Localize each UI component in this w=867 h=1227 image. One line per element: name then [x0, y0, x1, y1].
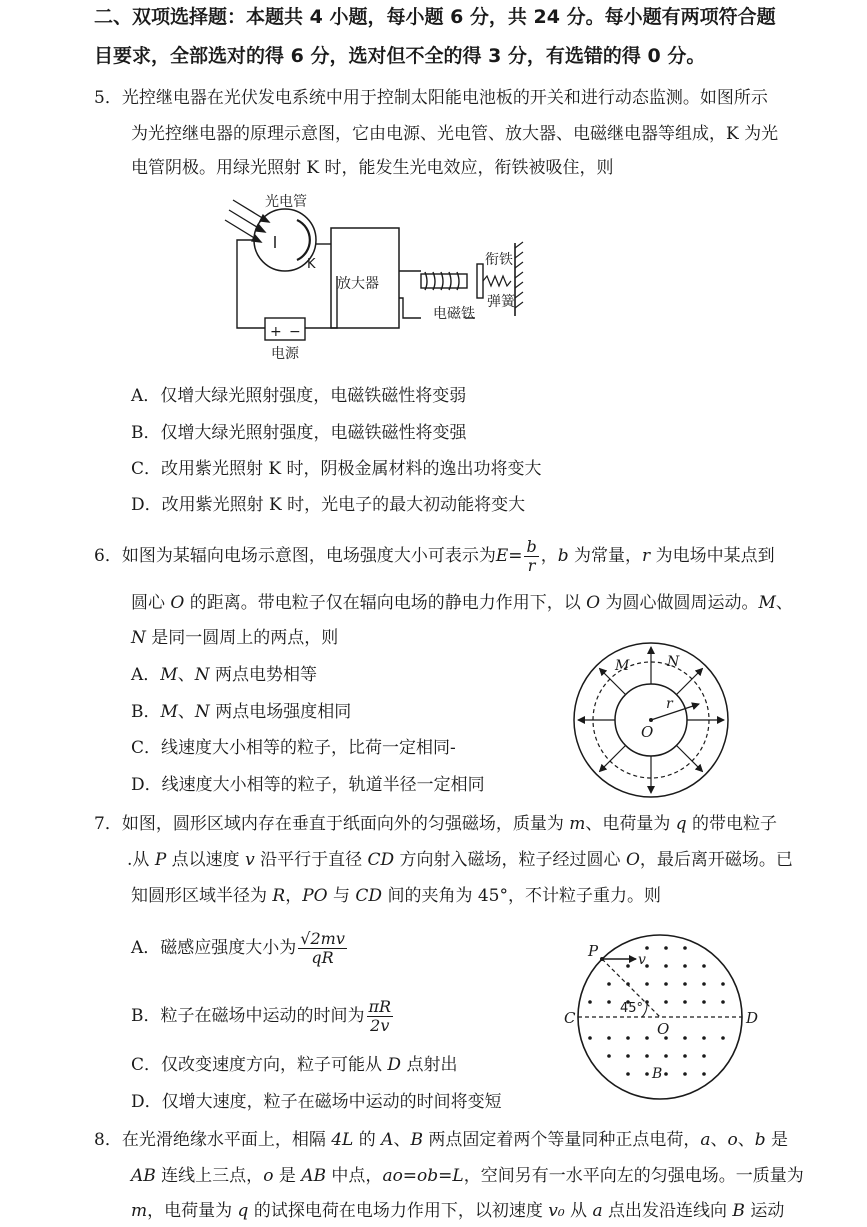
label-angle: 45° — [620, 1001, 644, 1016]
q5-relay-circuit-diagram — [225, 188, 555, 368]
q8-var-b: B — [732, 1201, 745, 1221]
q7-a-den: qR — [311, 948, 334, 967]
q7-a-num: √2mv — [300, 929, 345, 948]
q7-c-var-d: D — [387, 1055, 402, 1075]
q8-text: 、 — [393, 1130, 411, 1150]
q7-text: 方向射入磁场，粒子经过圆心 — [394, 850, 626, 870]
q6-a-var-n: N — [194, 665, 210, 685]
q8-text: 点出发沿连线向 — [602, 1201, 733, 1221]
q8-text: ，空间另有一水平向左的匀强电场。一质量为 — [463, 1166, 804, 1186]
q7-var-cd: CD — [367, 850, 395, 870]
q6-text: 6．如图为某辐向电场示意图，电场强度大小可表示为 — [94, 546, 496, 566]
field-dot — [683, 982, 687, 986]
q8-text: 两点固定着两个等量同种正点电荷， — [422, 1130, 701, 1150]
q6-text: 、 — [775, 593, 793, 613]
q6-option-c[interactable]: C．线速度大小相等的粒子，比荷一定相同- — [131, 738, 456, 758]
label-o: O — [657, 1020, 670, 1038]
q8-var-4l: 4L — [331, 1130, 354, 1150]
q8-text: 从 — [564, 1201, 593, 1221]
q6-b-text: B． — [131, 702, 161, 722]
q8-text: 连线上三点， — [155, 1166, 264, 1186]
field-dot — [702, 1000, 706, 1004]
field-dot — [721, 982, 725, 986]
q7-b-den: 2v — [370, 1016, 390, 1035]
label-p: P — [588, 942, 599, 960]
field-dot — [664, 964, 668, 968]
q6-option-a[interactable] — [131, 663, 317, 687]
field-dot — [607, 982, 611, 986]
q5-stem-line3: 电管阴极。用绿光照射 K 时，能发生光电效应，衔铁被吸住，则 — [131, 158, 614, 178]
q8-text: 、 — [710, 1130, 728, 1150]
q8-var-a-lower: a — [700, 1130, 711, 1150]
q5-option-d[interactable]: D．改用紫光照射 K 时，光电子的最大初动能将变大 — [131, 495, 526, 515]
label-electromagnet: 电磁铁 — [433, 306, 475, 322]
field-dot — [702, 982, 706, 986]
q6-a-text: 、 — [177, 665, 195, 685]
field-dot — [626, 1036, 630, 1040]
field-dot — [626, 964, 630, 968]
q8-text: 8．在光滑绝缘水平面上，相隔 — [94, 1130, 332, 1150]
q5-option-c[interactable]: C．改用紫光照射 K 时，阴极金属材料的逸出功将变大 — [131, 459, 542, 479]
section-header-line1: 二、双项选择题：本题共 4 小题，每小题 6 分，共 24 分。每小题有两项符合题 — [94, 6, 776, 28]
q7-var-m: m — [569, 814, 586, 834]
q7-b-num: πR — [368, 997, 392, 1016]
field-dot — [645, 1072, 649, 1076]
field-dot — [721, 1000, 725, 1004]
q7-text: 点以速度 — [166, 850, 246, 870]
q8-var-b: B — [410, 1130, 423, 1150]
q7-var-p: P — [154, 850, 167, 870]
q6-a-text: 两点电势相等 — [209, 665, 317, 685]
q6-b-var-n: N — [194, 702, 210, 722]
q7-stem-line2 — [127, 848, 793, 872]
q7-c-text: C．仅改变速度方向，粒子可能从 — [131, 1055, 388, 1075]
label-b: B — [652, 1066, 663, 1082]
label-o: O — [641, 723, 654, 741]
q7-option-b[interactable] — [131, 994, 395, 1038]
field-dot — [588, 1000, 592, 1004]
electromagnet-core — [421, 274, 467, 288]
q6-text: 是同一圆周上的两点，则 — [145, 628, 339, 648]
q7-text: 知圆形区域半径为 — [131, 886, 273, 906]
radius-r — [651, 704, 699, 720]
q6-option-d[interactable]: D．线速度大小相等的粒子，轨道半径一定相同 — [131, 775, 485, 795]
q5-option-a[interactable]: A．仅增大绿光照射强度，电磁铁磁性将变弱 — [131, 386, 467, 406]
q8-text: 是 — [273, 1166, 302, 1186]
field-dot — [607, 1000, 611, 1004]
spring — [483, 276, 511, 286]
q5-option-b[interactable]: B．仅增大绿光照射强度，电磁铁磁性将变强 — [131, 423, 467, 443]
q8-var-a: A — [381, 1130, 394, 1150]
field-dot — [683, 946, 687, 950]
q6-text: 为电场中某点到 — [650, 546, 775, 566]
field-dot — [645, 1054, 649, 1058]
field-dot — [683, 964, 687, 968]
q7-text: 沿平行于直径 — [254, 850, 368, 870]
q7-text: ， — [285, 886, 303, 906]
q6-var-m: M — [758, 593, 776, 613]
q6-a-var-m: M — [160, 665, 178, 685]
label-amplifier: 放大器 — [337, 276, 379, 292]
cathode-k — [297, 220, 310, 260]
field-dot — [645, 946, 649, 950]
q8-text: 的 — [353, 1130, 382, 1150]
q8-text: 运动 — [744, 1201, 785, 1221]
q5-stem-line2: 为光控继电器的原理示意图，它由电源、光电管、放大器、电磁继电器等组成，K 为光 — [131, 124, 779, 144]
q8-var-ao-ob: ao=ob=L — [382, 1166, 464, 1186]
q6-b-text: 、 — [177, 702, 195, 722]
q7-text: .从 — [127, 850, 155, 870]
q8-var-b-lower: b — [754, 1130, 766, 1150]
q7-var-cd: CD — [355, 886, 383, 906]
field-dot — [683, 1072, 687, 1076]
label-n: N — [667, 654, 680, 670]
label-v: v — [638, 952, 646, 968]
label-spring: 弹簧 — [487, 294, 515, 310]
field-dot — [645, 1036, 649, 1040]
q6-stem-line2 — [131, 591, 793, 615]
field-dot — [664, 946, 668, 950]
q6-var-o: O — [586, 593, 601, 613]
q6-formula-den: r — [527, 556, 536, 575]
q8-var-a-lower: a — [592, 1201, 603, 1221]
field-dot — [683, 1036, 687, 1040]
q8-var-ab: AB — [301, 1166, 327, 1186]
label-m: M — [615, 658, 630, 674]
q8-var-o-lower: o — [263, 1166, 274, 1186]
label-source: 电源 — [271, 346, 299, 362]
field-dot — [664, 1000, 668, 1004]
q8-stem-line3 — [131, 1199, 784, 1223]
label-d: D — [746, 1009, 759, 1027]
q7-magnetic-field-diagram — [560, 930, 770, 1110]
q8-var-q: q — [237, 1201, 249, 1221]
label-r: r — [666, 696, 673, 712]
q5-stem-line1: 5．光控继电器在光伏发电系统中用于控制太阳能电池板的开关和进行动态监测。如图所示 — [94, 88, 768, 108]
light-rays — [225, 200, 269, 242]
q6-var-n: N — [131, 628, 146, 648]
q7-option-a[interactable] — [131, 926, 349, 970]
q6-var-b: b — [557, 546, 569, 566]
field-dot — [664, 982, 668, 986]
q6-a-text: A． — [131, 665, 161, 685]
q6-formula-num: b — [526, 537, 537, 556]
q7-b-fraction — [367, 998, 394, 1035]
field-dot — [664, 1072, 668, 1076]
q6-stem-line3 — [131, 626, 338, 650]
q6-text: 圆心 — [131, 593, 171, 613]
q7-c-text: 点射出 — [401, 1055, 458, 1075]
q7-option-c[interactable] — [131, 1053, 457, 1077]
label-plus: + — [270, 324, 282, 340]
q7-b-text: B．粒子在磁场中运动的时间为 — [131, 1006, 365, 1026]
q6-var-r: r — [642, 546, 651, 566]
q6-text: 为常量， — [568, 546, 643, 566]
q6-text: 为圆心做圆周运动。 — [600, 593, 759, 613]
q6-formula-lhs: E= — [495, 546, 523, 566]
field-dot — [721, 1036, 725, 1040]
q8-stem-line1 — [94, 1128, 788, 1152]
label-c: C — [564, 1009, 576, 1027]
q6-b-var-m: M — [160, 702, 178, 722]
q8-text: 是 — [765, 1130, 789, 1150]
field-dot — [702, 1036, 706, 1040]
label-armature: 衔铁 — [485, 252, 513, 268]
q6-var-o: O — [170, 593, 185, 613]
field-dot — [702, 1054, 706, 1058]
q7-text: 、电荷量为 — [585, 814, 676, 834]
label-minus: − — [289, 324, 301, 340]
q6-stem-line1 — [94, 534, 775, 578]
q8-text: 、 — [737, 1130, 755, 1150]
q8-text: ，电荷量为 — [147, 1201, 238, 1221]
field-dot — [702, 1072, 706, 1076]
q8-stem-line2 — [131, 1164, 804, 1188]
q6-text: 的距离。带电粒子仅在辐向电场的静电力作用下，以 — [184, 593, 587, 613]
point-p — [600, 957, 604, 961]
q7-a-fraction — [298, 930, 347, 967]
q6-formula-fraction — [524, 538, 538, 575]
label-phototube: 光电管 — [265, 194, 307, 210]
section-header-line2: 目要求，全部选对的得 6 分，选对但不全的得 3 分，有选错的得 0 分。 — [94, 45, 706, 67]
field-dot — [683, 1000, 687, 1004]
field-dot — [588, 1036, 592, 1040]
q7-stem-line3 — [131, 884, 661, 908]
field-dot — [626, 1054, 630, 1058]
q6-radial-field-diagram — [571, 640, 731, 800]
q7-a-text: A．磁感应强度大小为 — [131, 938, 297, 958]
q7-text: 间的夹角为 45°，不计粒子重力。则 — [382, 886, 662, 906]
field-dot — [664, 1054, 668, 1058]
q8-var-v0: v₀ — [548, 1201, 565, 1221]
field-dot — [607, 1054, 611, 1058]
q8-var-o-lower: o — [727, 1130, 738, 1150]
q7-text: ，最后离开磁场。已 — [639, 850, 793, 870]
point-o — [649, 718, 653, 722]
q6-option-b[interactable] — [131, 700, 351, 724]
field-dot — [626, 1072, 630, 1076]
q8-var-m: m — [131, 1201, 148, 1221]
q8-text: 中点， — [326, 1166, 383, 1186]
q6-b-text: 两点电场强度相同 — [209, 702, 352, 722]
field-dot — [607, 1036, 611, 1040]
q7-text: 与 — [327, 886, 356, 906]
q7-var-r: R — [272, 886, 286, 906]
q7-option-d[interactable]: D．仅增大速度，粒子在磁场中运动的时间将变短 — [131, 1092, 502, 1112]
field-dot — [683, 1054, 687, 1058]
armature — [477, 264, 483, 298]
q7-stem-line1 — [94, 812, 777, 836]
q7-text: 7．如图，圆形区域内存在垂直于纸面向外的匀强磁场，质量为 — [94, 814, 570, 834]
electromagnet-coil — [425, 272, 459, 290]
field-dot — [645, 982, 649, 986]
q7-var-po: PO — [302, 886, 328, 906]
q7-var-o: O — [625, 850, 640, 870]
q7-text: 的带电粒子 — [686, 814, 778, 834]
field-dot — [702, 964, 706, 968]
q7-var-q: q — [675, 814, 687, 834]
q8-var-ab: AB — [131, 1166, 156, 1186]
q8-text: 的试探电荷在电场力作用下，以初速度 — [248, 1201, 549, 1221]
q6-text: ， — [540, 546, 558, 566]
q7-var-v: v — [245, 850, 255, 870]
label-k: K — [307, 257, 316, 272]
